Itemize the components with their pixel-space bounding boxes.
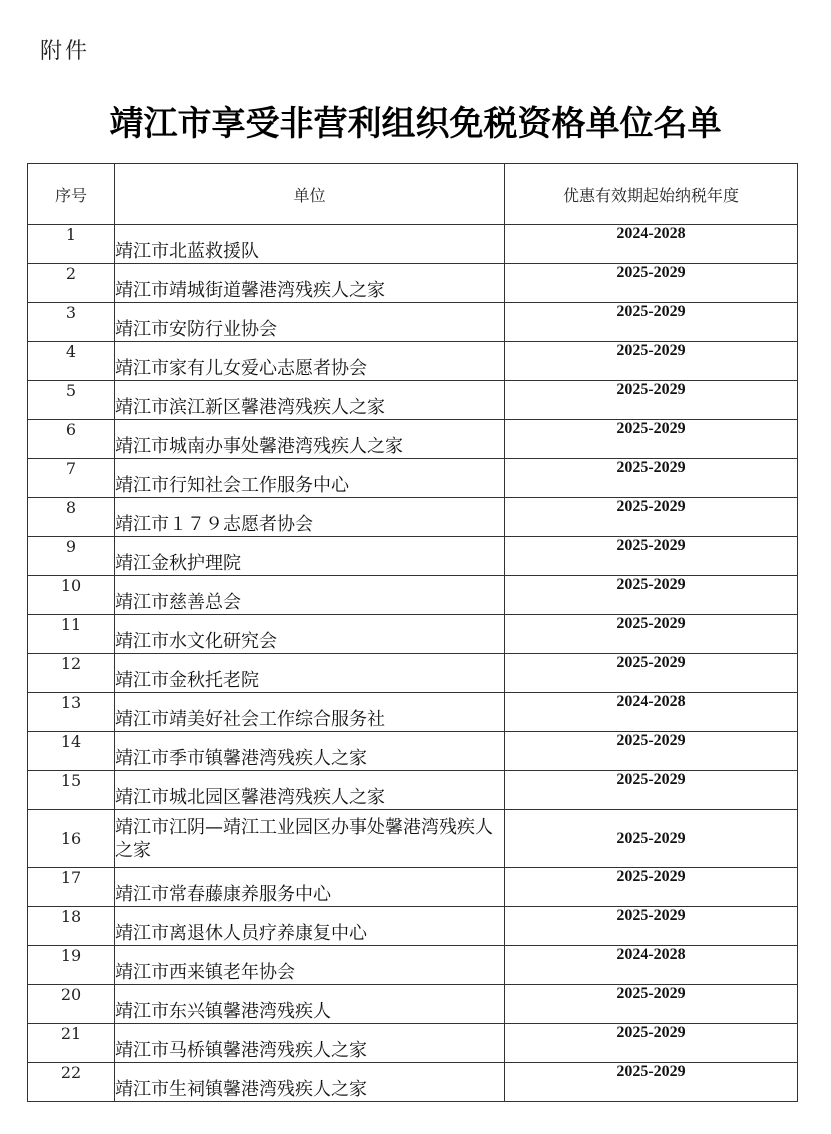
- table-row: [28, 985, 798, 1024]
- table-row: [28, 868, 798, 907]
- row-index: 6: [28, 420, 115, 459]
- row-unit: 靖江市常春藤康养服务中心: [115, 868, 505, 907]
- table-row: [28, 498, 798, 537]
- row-index: 18: [28, 907, 115, 946]
- row-index: 8: [28, 498, 115, 537]
- row-period: 2025-2029: [505, 732, 798, 771]
- row-unit: 靖江市江阴—靖江工业园区办事处馨港湾残疾人之家: [115, 810, 505, 868]
- table-row: [28, 1063, 798, 1102]
- row-period: 2025-2029: [505, 654, 798, 693]
- table-row: [28, 381, 798, 420]
- table-row: [28, 537, 798, 576]
- table-row: [28, 576, 798, 615]
- row-period: 2025-2029: [505, 498, 798, 537]
- row-unit: 靖江市滨江新区馨港湾残疾人之家: [115, 381, 505, 420]
- row-unit: 靖江市东兴镇馨港湾残疾人: [115, 985, 505, 1024]
- table-row: [28, 693, 798, 732]
- row-unit: 靖江市家有儿女爱心志愿者协会: [115, 342, 505, 381]
- row-unit: 靖江市生祠镇馨港湾残疾人之家: [115, 1063, 505, 1102]
- document-title: 靖江市享受非营利组织免税资格单位名单: [109, 104, 722, 144]
- row-unit: 靖江市离退休人员疗养康复中心: [115, 907, 505, 946]
- row-index: 14: [28, 732, 115, 771]
- row-period: 2025-2029: [505, 537, 798, 576]
- table-row: [28, 264, 798, 303]
- row-index: 13: [28, 693, 115, 732]
- row-period: 2025-2029: [505, 868, 798, 907]
- table-row: [28, 303, 798, 342]
- unit-list-table: [27, 163, 798, 1102]
- row-period: 2025-2029: [505, 1063, 798, 1102]
- row-unit: 靖江市季市镇馨港湾残疾人之家: [115, 732, 505, 771]
- row-unit: 靖江市行知社会工作服务中心: [115, 459, 505, 498]
- row-period: 2024-2028: [505, 225, 798, 264]
- header-unit: 单位: [115, 164, 505, 225]
- table-row: [28, 732, 798, 771]
- table-row: [28, 225, 798, 264]
- row-index: 9: [28, 537, 115, 576]
- row-index: 3: [28, 303, 115, 342]
- table-row: [28, 907, 798, 946]
- row-unit: 靖江市靖美好社会工作综合服务社: [115, 693, 505, 732]
- attachment-label: 附件: [40, 39, 91, 64]
- row-index: 20: [28, 985, 115, 1024]
- table-row: [28, 810, 798, 868]
- row-index: 21: [28, 1024, 115, 1063]
- table-row: [28, 615, 798, 654]
- row-index: 10: [28, 576, 115, 615]
- row-unit: 靖江市１７９志愿者协会: [115, 498, 505, 537]
- table-row: [28, 459, 798, 498]
- row-unit: 靖江市靖城街道馨港湾残疾人之家: [115, 264, 505, 303]
- row-period: 2025-2029: [505, 1024, 798, 1063]
- table-row: [28, 946, 798, 985]
- row-unit: 靖江市马桥镇馨港湾残疾人之家: [115, 1024, 505, 1063]
- table-row: [28, 342, 798, 381]
- row-index: 11: [28, 615, 115, 654]
- row-unit: 靖江市慈善总会: [115, 576, 505, 615]
- row-unit: 靖江金秋护理院: [115, 537, 505, 576]
- table-row: [28, 420, 798, 459]
- row-unit: 靖江市城南办事处馨港湾残疾人之家: [115, 420, 505, 459]
- row-index: 1: [28, 225, 115, 264]
- row-period: 2025-2029: [505, 303, 798, 342]
- row-unit: 靖江市水文化研究会: [115, 615, 505, 654]
- row-period: 2025-2029: [505, 264, 798, 303]
- header-period: 优惠有效期起始纳税年度: [505, 164, 798, 225]
- row-unit: 靖江市城北园区馨港湾残疾人之家: [115, 771, 505, 810]
- row-unit: 靖江市金秋托老院: [115, 654, 505, 693]
- row-unit: 靖江市北蓝救援队: [115, 225, 505, 264]
- table-row: [28, 654, 798, 693]
- row-period: 2025-2029: [505, 459, 798, 498]
- row-index: 15: [28, 771, 115, 810]
- row-period: 2025-2029: [505, 420, 798, 459]
- row-period: 2025-2029: [505, 615, 798, 654]
- row-period: 2025-2029: [505, 907, 798, 946]
- row-period: 2025-2029: [505, 576, 798, 615]
- table-header-row: [28, 164, 798, 225]
- row-unit: 靖江市安防行业协会: [115, 303, 505, 342]
- row-unit: 靖江市西来镇老年协会: [115, 946, 505, 985]
- row-index: 16: [28, 810, 115, 868]
- row-period: 2024-2028: [505, 946, 798, 985]
- row-index: 12: [28, 654, 115, 693]
- row-index: 22: [28, 1063, 115, 1102]
- table-row: [28, 771, 798, 810]
- table-row: [28, 1024, 798, 1063]
- row-index: 4: [28, 342, 115, 381]
- row-index: 7: [28, 459, 115, 498]
- row-period: 2025-2029: [505, 771, 798, 810]
- row-period: 2025-2029: [505, 381, 798, 420]
- row-index: 2: [28, 264, 115, 303]
- row-index: 17: [28, 868, 115, 907]
- row-index: 5: [28, 381, 115, 420]
- row-period: 2025-2029: [505, 985, 798, 1024]
- row-period: 2024-2028: [505, 693, 798, 732]
- row-period: 2025-2029: [505, 342, 798, 381]
- row-index: 19: [28, 946, 115, 985]
- header-index: 序号: [28, 164, 115, 225]
- row-period: 2025-2029: [505, 810, 798, 868]
